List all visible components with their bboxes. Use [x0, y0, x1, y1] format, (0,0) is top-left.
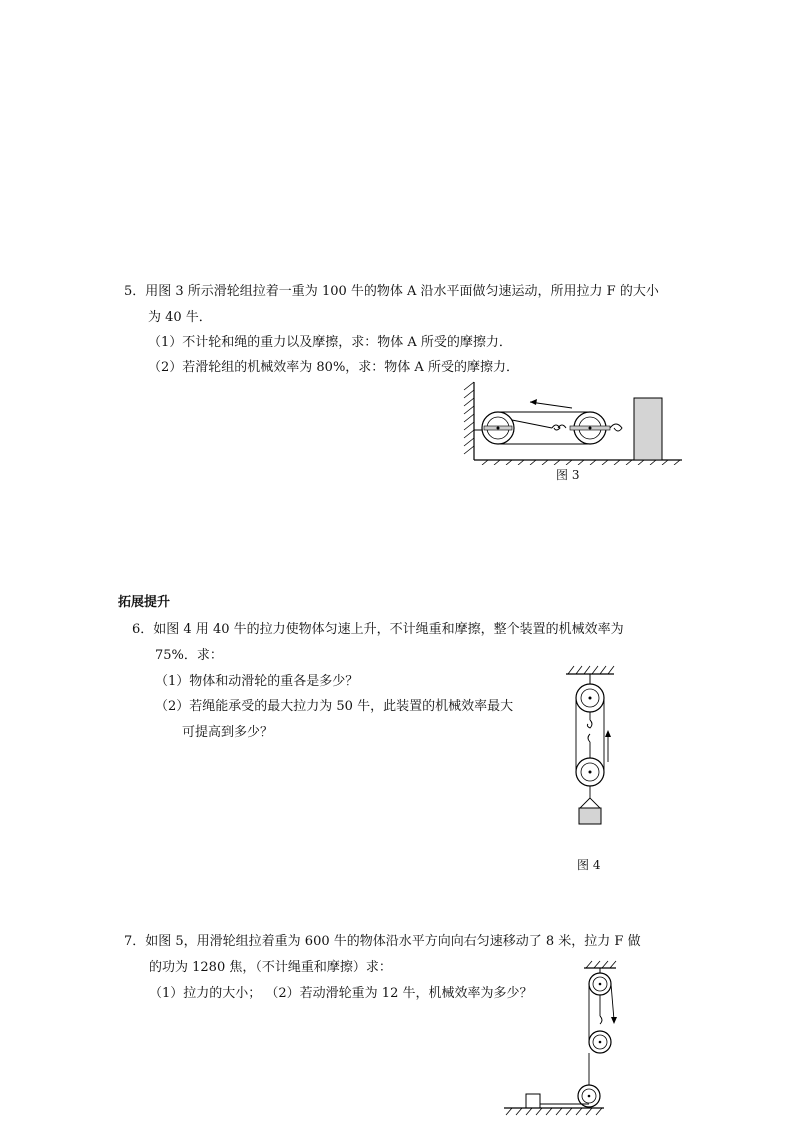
- q5-line1: 5．用图 3 所示滑轮组拉着一重为 100 牛的物体 A 沿水平面做匀速运动，所用拉力 F 的大小: [124, 284, 659, 299]
- q6-sub1: （1）物体和动滑轮的重各是多少？: [155, 674, 359, 689]
- q5-sub1: （1）不计轮和绳的重力以及摩擦，求：物体 A 所受的摩擦力．: [148, 335, 512, 350]
- section-title: 拓展提升: [118, 595, 171, 610]
- figure-5-pulley-diagram: [500, 958, 630, 1118]
- q6-line2: 75%．求：: [155, 648, 223, 663]
- q7-line1: 7．如图 5，用滑轮组拉着重为 600 牛的物体沿水平方向向右匀速移动了 8 米，拉力 F 做: [124, 934, 641, 949]
- q7-line2: 的功为 1280 焦，（不计绳重和摩擦）求：: [149, 960, 392, 975]
- figure-4-pulley-diagram: [560, 662, 620, 832]
- q6-sub2a: （2）若绳能承受的最大拉力为 50 牛，此装置的机械效率最大: [155, 699, 514, 714]
- q7-sub1: （1）拉力的大小； （2）若动滑轮重为 12 牛，机械效率为多少？: [149, 986, 533, 1001]
- figure-4-caption: 图 4: [577, 858, 601, 872]
- q6-line1: 6．如图 4 用 40 牛的拉力使物体匀速上升，不计绳重和摩擦，整个装置的机械效率为: [132, 622, 624, 637]
- q6-sub2b: 可提高到多少？: [182, 725, 274, 740]
- q5-line2: 为 40 牛．: [148, 310, 212, 325]
- figure-3-pulley-diagram: [462, 380, 687, 465]
- q5-sub2: （2）若滑轮组的机械效率为 80%，求：物体 A 所受的摩擦力．: [148, 360, 519, 375]
- figure-3-caption: 图 3: [556, 468, 580, 482]
